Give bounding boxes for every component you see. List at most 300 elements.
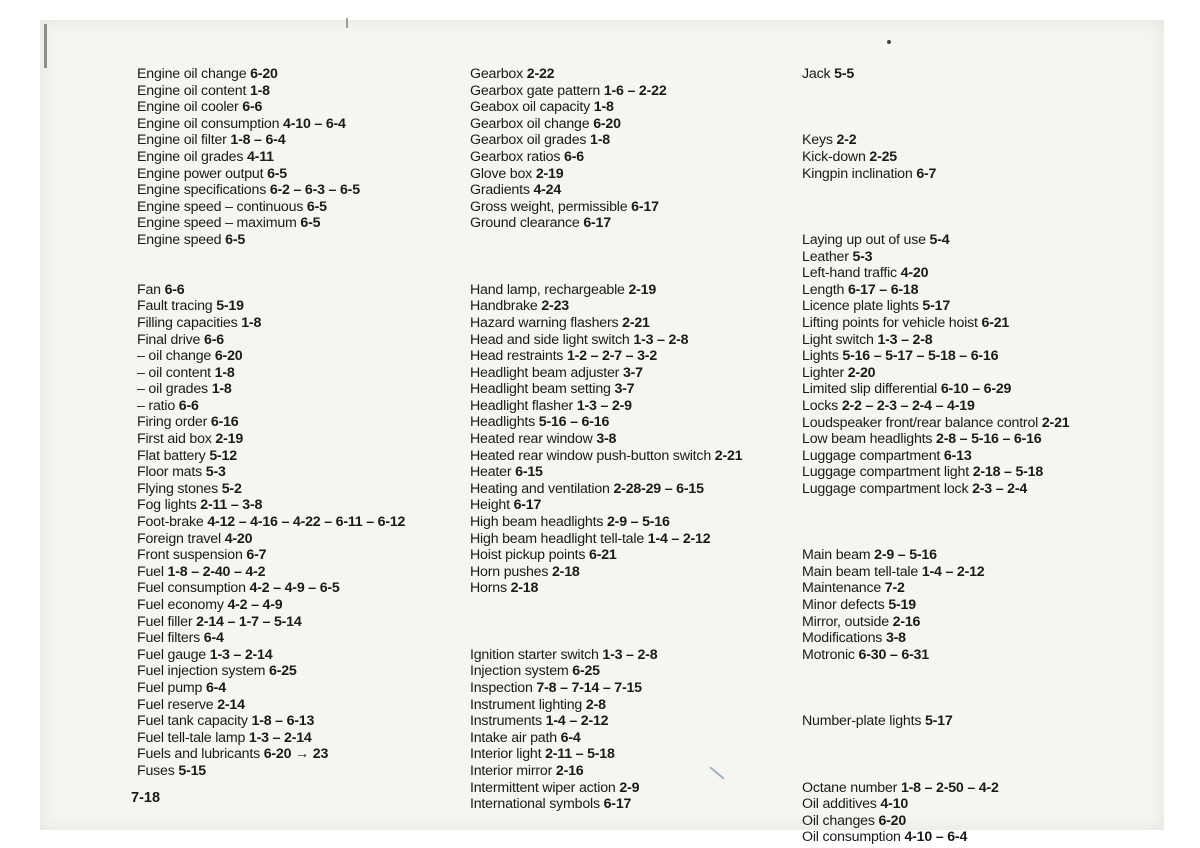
page-reference: 6-6 — [164, 281, 185, 298]
index-term: Main beam — [802, 547, 875, 564]
index-entry — [137, 497, 467, 514]
page-reference: 4-12 – 4-16 – 4-22 – 6-11 – 6-12 — [207, 514, 406, 531]
index-term: Keys — [802, 132, 837, 149]
index-entry — [470, 431, 800, 448]
index-entry — [802, 713, 1112, 730]
page-reference: 6-6 — [178, 397, 199, 414]
index-term: Heating and ventilation — [470, 480, 614, 497]
index-entry — [470, 315, 800, 332]
index-term: Modifications — [802, 630, 886, 647]
page-reference: 5-15 — [178, 762, 206, 779]
index-term: High beam headlights — [470, 514, 607, 531]
index-term: Instrument lighting — [470, 696, 586, 713]
index-entry — [802, 332, 1112, 349]
index-entry — [802, 829, 1112, 846]
index-term: – oil grades — [137, 381, 212, 398]
index-term: High beam headlight tell-tale — [470, 530, 648, 547]
section-spacer — [802, 83, 1112, 133]
page-reference: 2-18 — [510, 580, 539, 597]
index-term: Gearbox ratios — [470, 148, 564, 165]
index-entry — [470, 298, 800, 315]
index-term: Lights — [802, 348, 843, 365]
index-term: Fuel reserve — [137, 696, 218, 713]
index-entry — [470, 647, 800, 664]
page-reference: 5-2 — [221, 480, 242, 497]
page-reference: 6-6 — [242, 99, 263, 116]
page-reference: 1-8 — [249, 82, 270, 99]
page-reference: 2-11 – 3-8 — [200, 497, 263, 514]
index-entry — [802, 365, 1112, 382]
index-entry — [470, 182, 800, 199]
index-term: Luggage compartment light — [802, 464, 973, 481]
page-reference: 6-20 — [593, 115, 621, 132]
page-reference: 2-22 — [526, 66, 555, 82]
index-entry — [802, 249, 1112, 266]
page-reference: 2-20 — [847, 364, 876, 381]
index-term: Fuel filler — [137, 613, 197, 630]
index-entry — [137, 630, 467, 647]
page-reference: 1-4 – 2-12 — [545, 713, 609, 730]
page-reference: 2-19 — [628, 281, 657, 298]
page-reference: 2-2 – 2-3 – 2-4 – 4-19 — [841, 397, 975, 414]
page-reference: 5-4 — [929, 231, 950, 248]
index-term: Flying stones — [137, 480, 222, 497]
index-entry — [802, 132, 1112, 149]
index-term: Engine speed – continuous — [137, 198, 307, 215]
index-term: Ground clearance — [470, 215, 584, 232]
index-term: Kick-down — [802, 148, 870, 165]
page-reference: 2-2 — [836, 132, 857, 149]
index-entry — [137, 83, 467, 100]
index-entry — [137, 116, 467, 133]
index-term: Heated rear window push-button switch — [470, 447, 715, 464]
page-reference: 5-19 — [888, 597, 916, 614]
page-reference: 6-16 — [210, 414, 239, 431]
index-term: Head and side light switch — [470, 331, 634, 348]
index-term: Fuel consumption — [137, 580, 250, 597]
index-term: Hand lamp, rechargeable — [470, 281, 629, 298]
index-entry — [137, 614, 467, 631]
index-entry — [137, 149, 467, 166]
page-reference: 4-10 — [880, 796, 909, 813]
index-term: Gearbox — [470, 66, 527, 82]
index-term: Instruments — [470, 713, 546, 730]
index-term: Interior light — [470, 746, 546, 763]
index-entry — [802, 431, 1112, 448]
page-reference: 2-16 — [892, 613, 921, 630]
page-number: 7-18 — [131, 790, 161, 806]
page-reference: 6-30 – 6-31 — [858, 646, 929, 663]
index-term: Fuel gauge — [137, 646, 210, 663]
index-entry — [470, 381, 800, 398]
index-entry — [470, 348, 800, 365]
index-entry — [470, 66, 800, 83]
index-term: Inspection — [470, 680, 537, 696]
page-reference: 4-10 – 6-4 — [904, 829, 968, 846]
index-entry — [802, 464, 1112, 481]
index-term: Headlight flasher — [470, 397, 577, 414]
page-reference: 6-15 — [515, 464, 543, 481]
page-reference: 1-4 – 2-12 — [647, 530, 711, 547]
scan-dot — [887, 40, 891, 44]
index-entry — [137, 464, 467, 481]
page-reference: 2-9 – 5-16 — [606, 514, 670, 531]
index-term: Light switch — [802, 331, 878, 348]
index-term: Foreign travel — [137, 530, 225, 547]
index-term: Geabox oil capacity — [470, 99, 594, 116]
page-reference: 1-4 – 2-12 — [921, 563, 985, 580]
index-entry — [137, 647, 467, 664]
page-reference: 6-25 — [572, 663, 600, 680]
index-term: Horns — [470, 580, 511, 597]
index-term: Gearbox oil grades — [470, 132, 591, 149]
index-entry — [470, 697, 800, 714]
index-term: Heater — [470, 464, 516, 481]
index-term: Fuel tell-tale lamp — [137, 729, 249, 746]
index-term: Mirror, outside — [802, 613, 893, 630]
index-column-j-o — [802, 66, 1112, 846]
index-term: Gearbox gate pattern — [470, 82, 604, 99]
index-entry — [470, 332, 800, 349]
index-term: Lifting points for vehicle hoist — [802, 314, 982, 331]
index-term: Length — [802, 281, 848, 298]
index-entry — [137, 199, 467, 216]
index-term: Engine oil grades — [137, 148, 247, 165]
index-entry — [802, 448, 1112, 465]
page-reference: 6-20 → 23 — [263, 746, 329, 763]
index-term: Engine oil filter — [137, 132, 231, 149]
index-entry — [137, 99, 467, 116]
index-term: – oil change — [137, 348, 215, 365]
page-reference: 2-21 — [1041, 414, 1070, 431]
index-entry — [802, 813, 1112, 830]
page-reference: 1-8 – 2-40 – 4-2 — [167, 563, 266, 580]
index-term: Locks — [802, 397, 842, 414]
index-term: Engine speed – maximum — [137, 215, 301, 232]
index-term: Limited slip differential — [802, 381, 941, 398]
index-term: – ratio — [137, 397, 179, 414]
index-term: Minor defects — [802, 597, 889, 614]
index-entry — [470, 514, 800, 531]
index-term: Intermittent wiper action — [470, 779, 620, 796]
index-entry — [470, 564, 800, 581]
index-entry — [137, 514, 467, 531]
index-entry — [470, 796, 800, 813]
index-column-e-f — [137, 66, 467, 780]
index-entry — [470, 497, 800, 514]
page-reference: 5-3 — [852, 248, 873, 265]
index-term: Fuel pump — [137, 679, 206, 696]
index-term: Fog lights — [137, 497, 201, 514]
index-term: Fuel — [137, 563, 168, 580]
page-reference: 1-8 — [214, 364, 235, 381]
index-entry — [802, 315, 1112, 332]
index-term: Lighter — [802, 364, 848, 381]
page-reference: 1-8 — [590, 132, 610, 149]
page-reference: 7-2 — [884, 580, 905, 597]
index-entry — [137, 182, 467, 199]
page-reference: 6-5 — [300, 215, 321, 232]
page-reference: 2-25 — [869, 148, 897, 165]
index-entry — [137, 547, 467, 564]
index-entry — [470, 398, 800, 415]
index-term: Final drive — [137, 331, 204, 348]
index-term: Engine power output — [137, 165, 268, 182]
index-term: Luggage compartment lock — [802, 480, 973, 497]
index-entry — [137, 282, 467, 299]
index-term: Injection system — [470, 663, 573, 680]
section-spacer — [470, 232, 800, 282]
index-term: Glove box — [470, 165, 536, 182]
index-entry — [137, 232, 467, 249]
index-entry — [137, 713, 467, 730]
index-entry — [470, 780, 800, 797]
index-term: Height — [470, 497, 514, 514]
index-term: International symbols — [470, 796, 604, 813]
index-term: First aid box — [137, 431, 216, 448]
index-entry — [137, 680, 467, 697]
section-spacer — [802, 730, 1112, 780]
page-reference: 2-18 – 5-18 — [972, 464, 1044, 481]
index-term: – oil content — [137, 364, 215, 381]
page-reference: 4-11 — [246, 148, 274, 165]
page-reference: 1-8 — [211, 381, 232, 398]
page-reference: 6-20 — [250, 66, 278, 82]
index-term: Engine oil consumption — [137, 115, 284, 132]
index-entry — [470, 166, 800, 183]
index-term: Headlight beam setting — [470, 381, 615, 398]
index-term: Engine speed — [137, 231, 226, 248]
page-reference: 5-5 — [834, 66, 855, 82]
index-term: Headlight beam adjuster — [470, 364, 623, 381]
index-entry — [802, 647, 1112, 664]
section-spacer — [802, 182, 1112, 232]
index-entry — [802, 481, 1112, 498]
index-entry — [137, 365, 467, 382]
index-term: Fuel economy — [137, 597, 228, 613]
index-entry — [470, 763, 800, 780]
index-entry — [137, 166, 467, 183]
index-entry — [802, 348, 1112, 365]
page-reference: 2-19 — [535, 165, 564, 182]
page-reference: 1-3 – 2-14 — [209, 646, 273, 663]
index-entry — [137, 398, 467, 415]
page-reference: 3-8 — [596, 431, 617, 448]
page-reference: 6-20 — [214, 348, 243, 365]
index-entry — [802, 630, 1112, 647]
index-term: Gearbox oil change — [470, 115, 594, 132]
page-reference: 6-20 — [878, 812, 907, 829]
index-entry — [802, 780, 1112, 797]
index-entry — [802, 580, 1112, 597]
index-term: Gross weight, permissible — [470, 198, 632, 215]
page-reference: 2-21 — [714, 447, 743, 464]
index-term: Headlights — [470, 414, 539, 431]
index-entry — [470, 414, 800, 431]
index-entry — [470, 531, 800, 548]
page-reference: 4-2 – 4-9 – 6-5 — [249, 580, 340, 597]
page-reference: 3-7 — [622, 364, 643, 381]
index-term: Front suspension — [137, 547, 247, 564]
index-entry — [137, 431, 467, 448]
index-term: Fuses — [137, 762, 179, 779]
index-entry — [802, 298, 1112, 315]
index-term: Fuel filters — [137, 630, 204, 647]
page-reference: 2-3 – 2-4 — [972, 480, 1028, 497]
index-entry — [137, 381, 467, 398]
page-reference: 5-12 — [209, 447, 237, 464]
page-reference: 6-17 — [603, 796, 632, 813]
index-term: Hoist pickup points — [470, 547, 590, 564]
index-term: Main beam tell-tale — [802, 563, 922, 580]
page-reference: 5-19 — [216, 298, 244, 315]
binding-edge-mark — [44, 24, 47, 68]
page-reference: 1-8 — [241, 314, 262, 331]
index-entry — [470, 730, 800, 747]
index-column-g-i — [470, 66, 800, 813]
index-term: Left-hand traffic — [802, 265, 901, 282]
page-reference: 4-20 — [900, 265, 929, 282]
page-reference: 2-14 — [217, 696, 245, 713]
index-entry — [470, 215, 800, 232]
index-term: Fuel tank capacity — [137, 713, 252, 730]
index-term: Low beam headlights — [802, 431, 937, 448]
page-reference: 4-20 — [224, 530, 253, 547]
index-term: Engine oil content — [137, 82, 250, 99]
page-reference: 1-3 – 2-8 — [633, 331, 689, 348]
index-entry — [470, 663, 800, 680]
index-term: Interior mirror — [470, 762, 556, 779]
page-reference: 3-7 — [614, 381, 635, 398]
index-entry — [802, 796, 1112, 813]
page-reference: 1-8 — [593, 99, 614, 116]
index-term: Hazard warning flashers — [470, 314, 623, 331]
index-term: Firing order — [137, 414, 211, 431]
page-reference: 5-17 — [922, 298, 951, 315]
index-entry — [137, 348, 467, 365]
page-reference: 6-5 — [267, 165, 287, 182]
index-entry — [802, 398, 1112, 415]
index-entry — [137, 332, 467, 349]
page-reference: 2-8 — [585, 696, 606, 713]
index-term: Filling capacities — [137, 314, 242, 331]
page-reference: 6-17 — [631, 198, 659, 215]
page-reference: 7-8 – 7-14 – 7-15 — [536, 680, 642, 696]
index-term: Laying up out of use — [802, 231, 930, 248]
index-entry — [137, 298, 467, 315]
index-entry — [470, 580, 800, 597]
index-entry — [470, 481, 800, 498]
page-reference: 1-3 – 2-14 — [248, 729, 312, 746]
index-entry — [802, 265, 1112, 282]
page-reference: 6-4 — [203, 630, 224, 647]
index-entry — [137, 215, 467, 232]
page-reference: 1-8 – 6-4 — [230, 132, 286, 149]
index-entry — [137, 597, 467, 614]
index-term: Floor mats — [137, 464, 206, 481]
page-reference: 2-11 – 5-18 — [545, 746, 615, 763]
index-entry — [137, 763, 467, 780]
index-entry — [137, 580, 467, 597]
page-reference: 6-2 – 6-3 – 6-5 — [269, 182, 360, 199]
index-entry — [802, 282, 1112, 299]
index-entry — [470, 365, 800, 382]
index-entry — [137, 66, 467, 83]
index-term: Head restraints — [470, 348, 567, 365]
index-term: Luggage compartment — [802, 447, 944, 464]
index-entry — [802, 149, 1112, 166]
index-term: Maintenance — [802, 580, 885, 597]
index-entry — [470, 746, 800, 763]
page-reference: 4-2 – 4-9 — [227, 597, 283, 613]
page-reference: 2-9 – 5-16 — [874, 547, 937, 564]
section-spacer — [802, 497, 1112, 547]
index-entry — [137, 663, 467, 680]
index-entry — [470, 713, 800, 730]
index-entry — [802, 614, 1112, 631]
index-entry — [802, 564, 1112, 581]
index-entry — [470, 464, 800, 481]
index-entry — [802, 547, 1112, 564]
index-term: Engine oil cooler — [137, 99, 243, 116]
index-entry — [470, 99, 800, 116]
index-term: Handbrake — [470, 298, 542, 315]
page-reference: 6-21 — [589, 547, 617, 564]
page-reference: 1-3 – 2-8 — [602, 646, 658, 663]
page-reference: 2-23 — [541, 298, 569, 315]
index-term: Oil additives — [802, 796, 881, 813]
page-reference: 1-8 – 2-50 – 4-2 — [900, 779, 999, 796]
page-reference: 6-17 — [513, 497, 542, 514]
page-reference: 2-16 — [555, 762, 584, 779]
page-reference: 6-4 — [560, 729, 581, 746]
page-reference: 6-7 — [246, 547, 267, 564]
page-reference: 2-14 – 1-7 – 5-14 — [196, 613, 302, 630]
index-entry — [802, 415, 1112, 432]
index-entry — [137, 564, 467, 581]
index-term: Octane number — [802, 779, 901, 796]
page-reference: 2-19 — [215, 431, 244, 448]
index-term: Number-plate lights — [802, 713, 925, 730]
page-reference: 5-16 – 5-17 – 5-18 – 6-16 — [842, 348, 999, 365]
page-reference: 1-2 – 2-7 – 3-2 — [566, 348, 658, 365]
page-reference: 2-21 — [622, 314, 650, 331]
index-entry — [137, 448, 467, 465]
index-entry — [470, 116, 800, 133]
page-reference: 2-28-29 – 6-15 — [613, 480, 704, 497]
section-spacer — [137, 249, 467, 282]
page-reference: 4-24 — [533, 182, 562, 199]
page-reference: 6-4 — [205, 679, 226, 696]
index-entry — [470, 680, 800, 697]
index-entry — [137, 481, 467, 498]
page-reference: 6-17 – 6-18 — [847, 281, 919, 298]
index-entry — [470, 83, 800, 100]
index-entry — [470, 282, 800, 299]
index-entry — [470, 132, 800, 149]
page-reference: 1-3 – 2-9 — [576, 397, 632, 414]
index-entry — [137, 697, 467, 714]
page-reference: 6-5 — [306, 198, 327, 215]
index-entry — [470, 448, 800, 465]
page-reference: 3-8 — [885, 630, 906, 647]
index-term: Loudspeaker front/rear balance control — [802, 414, 1042, 431]
index-entry — [470, 199, 800, 216]
index-entry — [802, 381, 1112, 398]
index-term: Oil consumption — [802, 829, 905, 846]
index-term: Engine oil change — [137, 66, 251, 82]
page-reference: 6-10 – 6-29 — [940, 381, 1012, 398]
